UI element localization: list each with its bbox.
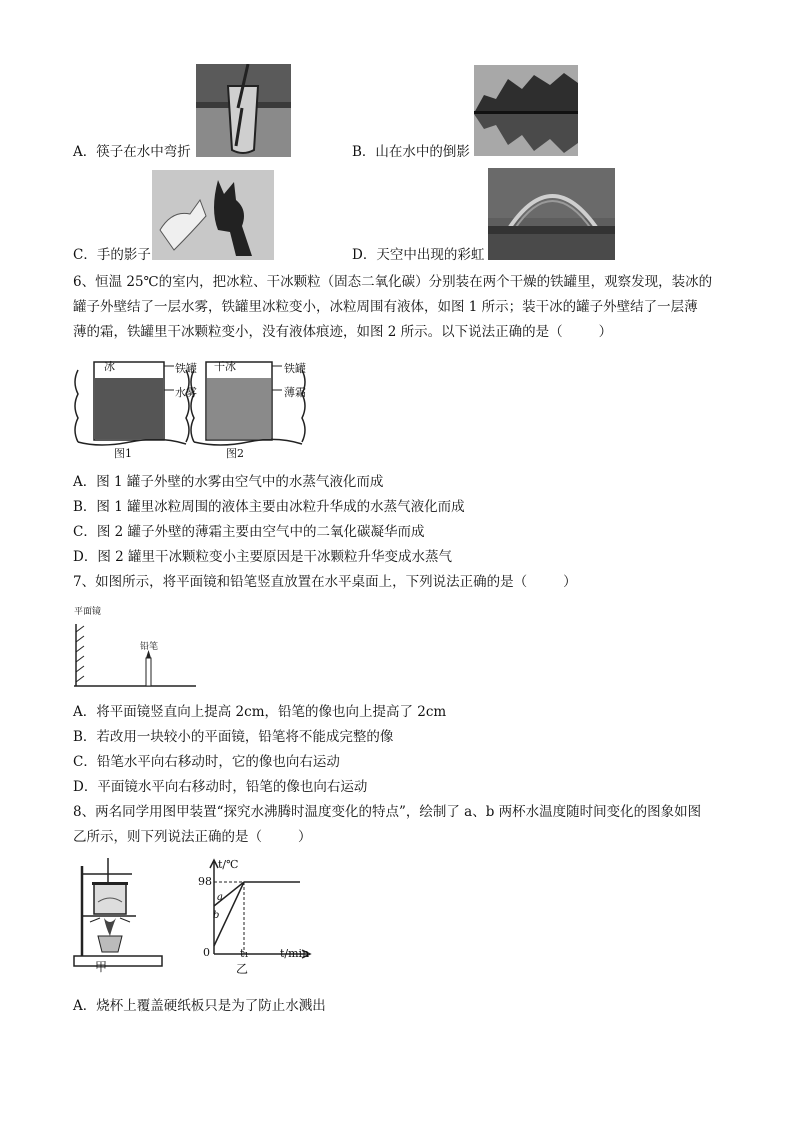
- graph-x-label: t/min: [280, 947, 310, 960]
- q8-stem-line2-text: 乙所示，则下列说法正确的是（: [73, 829, 262, 845]
- q7-figure-mirror-pencil: [70, 612, 200, 692]
- q7-option-c: C．铅笔水平向右移动时，它的像也向右运动: [73, 754, 340, 770]
- q6-stem-line2: 罐子外壁结了一层水雾，铁罐里冰粒变小，冰粒周围有液体，如图 1 所示；装干冰的罐子外壁结了一层薄: [73, 299, 698, 315]
- q6-stem-line3-text: 薄的霜，铁罐里干冰颗粒变小，没有液体痕迹，如图 2 所示。以下说法正确的是（: [73, 324, 563, 340]
- q8-stem-line1: 8、两名同学用图甲装置“探究水沸腾时温度变化的特点”，绘制了 a、b 两杯水温度随时间变化的图象如图: [73, 804, 702, 820]
- q7-stem-text: 7、如图所示，将平面镜和铅笔竖直放置在水平桌面上，下列说法正确的是（: [73, 574, 528, 590]
- photo-rainbow: [488, 168, 615, 260]
- q6-stem-line3: [73, 323, 612, 341]
- photo-chopstick-in-water: [196, 64, 291, 157]
- q8-figure-apparatus: [70, 856, 170, 974]
- caption-jia: 甲: [95, 960, 108, 974]
- label-frost: 薄霜: [284, 386, 306, 399]
- q6-stem-paren-close: ）: [598, 324, 613, 340]
- graph-y-tick-98: 98: [198, 875, 212, 888]
- photo-hand-shadow: [152, 170, 274, 260]
- graph-x-tick-t1: t₁: [240, 947, 249, 960]
- graph-line-a-label: a: [217, 892, 223, 903]
- q6-option-c: C．图 2 罐子外壁的薄霜主要由空气中的二氧化碳凝华而成: [73, 524, 425, 540]
- q5-option-d: D．天空中出现的彩虹: [352, 247, 485, 263]
- label-ice: 冰: [104, 360, 115, 373]
- q5-option-a: A．筷子在水中弯折: [73, 144, 191, 160]
- label-mirror: 平面镜: [74, 607, 102, 617]
- q5-option-b: B．山在水中的倒影: [352, 144, 470, 160]
- q8-stem-line2: [73, 828, 312, 846]
- q6-stem-line1: 6、恒温 25℃的室内，把冰粒、干冰颗粒（固态二氧化碳）分别装在两个干燥的铁罐里，观察发现，装冰的: [73, 274, 713, 290]
- chopstick-glass-image: [196, 64, 291, 157]
- photo-mountain-reflection: [474, 65, 578, 156]
- q6-option-b: B．图 1 罐里冰粒周围的液体主要由冰粒升华成的水蒸气液化而成: [73, 499, 465, 515]
- label-can-1: 铁罐: [175, 362, 197, 375]
- q5-option-c: C．手的影子: [73, 247, 151, 263]
- rainbow-image: [488, 168, 615, 260]
- q7-stem-paren-close: ）: [563, 574, 577, 590]
- q7-option-a: A．将平面镜竖直向上提高 2cm，铅笔的像也向上提高了 2cm: [73, 704, 447, 720]
- q8-stem-paren-close: ）: [298, 829, 312, 845]
- label-can-2: 铁罐: [284, 362, 306, 375]
- q8-option-a: A．烧杯上覆盖硬纸板只是为了防止水溅出: [73, 998, 326, 1014]
- label-pencil: 铅笔: [140, 642, 159, 652]
- q7-option-b: B．若改用一块较小的平面镜，铅笔将不能成完整的像: [73, 729, 394, 745]
- q7-option-d: D．平面镜水平向右移动时，铅笔的像也向右运动: [73, 779, 368, 795]
- q6-option-a: A．图 1 罐子外壁的水雾由空气中的水蒸气液化而成: [73, 474, 384, 490]
- caption-fig-2: 图2: [226, 447, 244, 460]
- graph-line-b-label: b: [213, 910, 220, 921]
- mountain-reflection-image: [474, 65, 578, 156]
- caption-fig-1: 图1: [114, 447, 132, 460]
- label-mist: 水雾: [175, 386, 197, 399]
- caption-yi: 乙: [236, 962, 249, 976]
- hand-shadow-image: [152, 170, 274, 260]
- graph-y-label: t/℃: [218, 858, 239, 871]
- graph-origin: 0: [203, 946, 210, 959]
- label-dry-ice: 干冰: [214, 360, 236, 373]
- q7-stem: [73, 573, 577, 591]
- q6-option-d: D．图 2 罐里干冰颗粒变小主要原因是干冰颗粒升华变成水蒸气: [73, 549, 452, 565]
